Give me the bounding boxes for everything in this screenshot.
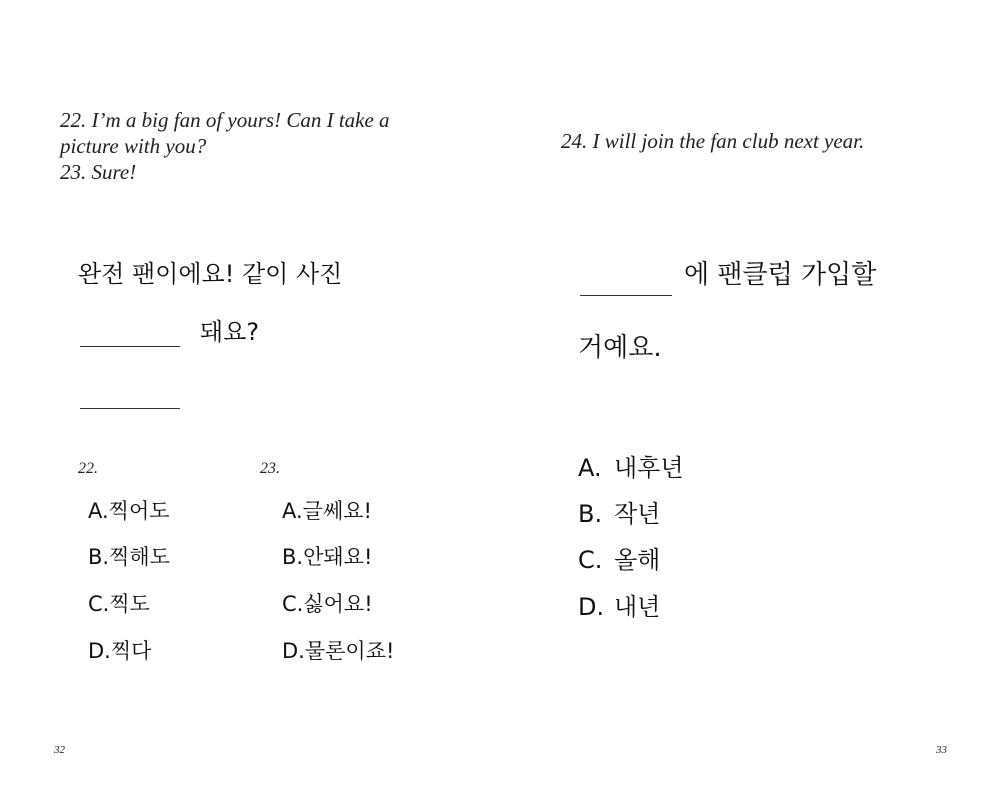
option-text: 내후년 [614, 454, 684, 482]
option-24-d[interactable] [578, 587, 660, 622]
option-text: 작년 [614, 500, 661, 528]
option-text: 내년 [614, 593, 661, 621]
option-22-b[interactable] [88, 541, 170, 571]
option-text: 찍해도 [109, 545, 170, 569]
option-letter: B. [282, 545, 304, 569]
option-letter: C. [282, 592, 304, 616]
korean-sentence-line2: 돼요? [200, 318, 260, 346]
option-text: 찍다 [110, 639, 152, 663]
korean-sentence-line1: 에 팬클럽 가입할 [684, 260, 877, 290]
answer-blank-23 [80, 408, 180, 409]
korean-sentence-line1: 완전 팬이에요! 같이 사진 [78, 260, 343, 288]
option-23-d[interactable] [282, 635, 394, 665]
option-24-a[interactable] [578, 448, 684, 483]
option-letter: D. [578, 593, 605, 621]
option-text: 올해 [614, 546, 661, 574]
english-line: 24. I will join the fan club next year. [561, 129, 865, 153]
english-line: 23. Sure! [60, 160, 137, 184]
option-22-a[interactable] [88, 495, 170, 525]
page-number-right: 33 [936, 744, 947, 756]
question-number-23: 23. [260, 460, 280, 477]
option-23-b[interactable] [282, 541, 372, 571]
korean-sentence-line2: 거예요. [578, 333, 662, 363]
option-letter: A. [578, 454, 602, 482]
option-22-c[interactable] [88, 588, 150, 618]
option-text: 찍도 [109, 592, 150, 616]
option-22-d[interactable] [88, 635, 151, 665]
option-text: 안돼요! [303, 545, 373, 569]
option-23-c[interactable] [282, 588, 373, 618]
answer-blank-24 [580, 295, 672, 296]
option-text: 싫어요! [303, 592, 373, 616]
page-number-left: 32 [54, 744, 65, 756]
option-letter: C. [578, 546, 603, 574]
option-letter: A. [88, 499, 109, 523]
option-letter: C. [88, 592, 110, 616]
option-letter: D. [282, 639, 305, 663]
english-prompt-22-23 [60, 107, 390, 185]
option-letter: B. [88, 545, 110, 569]
option-24-b[interactable] [578, 494, 660, 529]
option-text: 글쎄요! [302, 499, 372, 523]
option-text: 물론이죠! [304, 639, 395, 663]
option-text: 찍어도 [108, 499, 170, 523]
english-line: picture with you? [60, 134, 207, 158]
question-number-22: 22. [78, 460, 98, 477]
option-23-a[interactable] [282, 495, 372, 525]
answer-blank-22 [80, 346, 180, 347]
right-page [500, 0, 1000, 800]
option-24-c[interactable] [578, 540, 660, 575]
english-prompt-24 [561, 128, 864, 154]
english-line: 22. I’m a big fan of yours! Can I take a [60, 108, 390, 132]
option-letter: D. [88, 639, 111, 663]
option-letter: A. [282, 499, 303, 523]
option-letter: B. [578, 500, 603, 528]
